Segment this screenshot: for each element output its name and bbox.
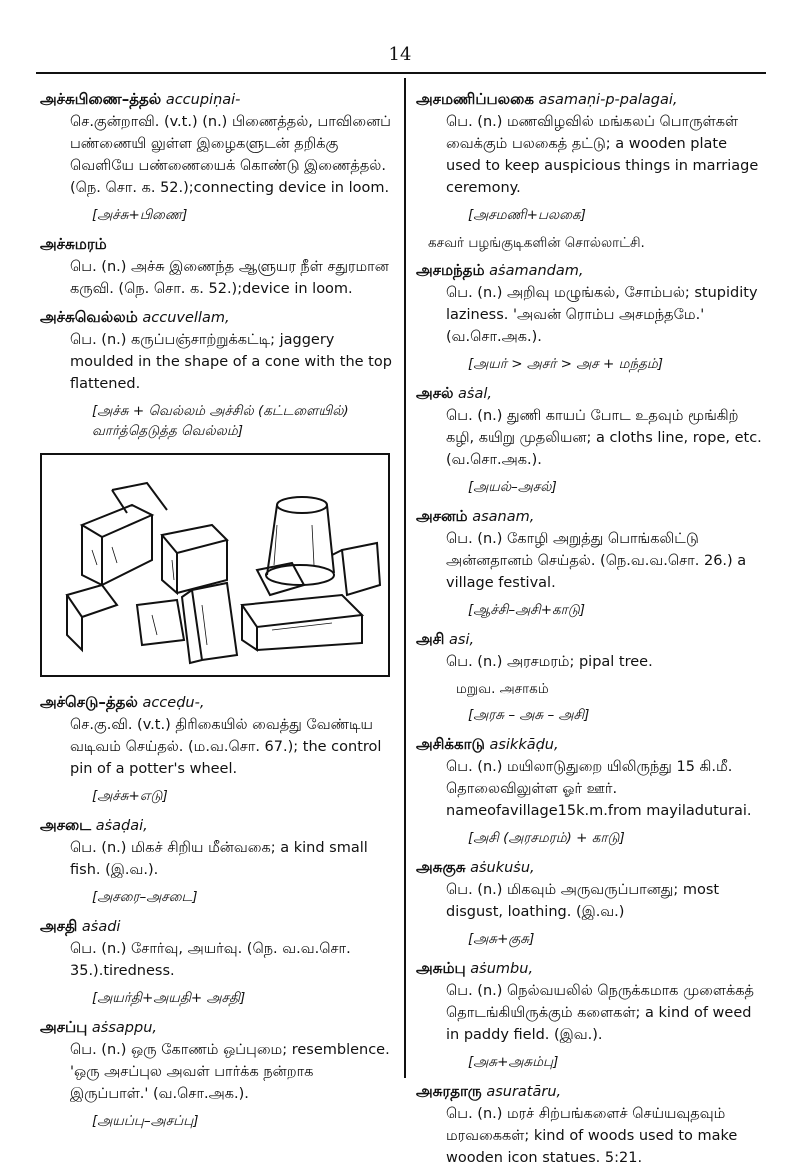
transliteration: asanam, bbox=[472, 509, 535, 525]
dictionary-entry bbox=[416, 856, 764, 923]
definition: பெ. (n.) ஒரு கோணம் ஒப்புமை; resemblence. 'ஒரு அசப்புல அவள் பார்க்க நன்றாக இருப்பாள்.' (வ.சொ.அக.). bbox=[70, 1042, 390, 1102]
transliteration: aṡaḍai, bbox=[95, 818, 148, 834]
definition: பெ. (n.) அரசமரம்; pipal tree. bbox=[446, 654, 653, 670]
dictionary-entry bbox=[416, 382, 764, 471]
transliteration: aṡumbu, bbox=[470, 961, 534, 977]
definition: பெ. (n.) சோர்வு, அயர்வு. (நெ. வ.வ.சொ. 35.).tiredness. bbox=[70, 941, 351, 979]
jaggery-blocks-drawing bbox=[42, 455, 388, 675]
headword: அசமணிப்பலகை bbox=[416, 90, 534, 108]
headword: அச்சுபிணை–த்தல் bbox=[40, 90, 162, 108]
transliteration: aṡamandam, bbox=[489, 263, 584, 279]
dictionary-entry bbox=[416, 628, 764, 673]
headword: அசிக்காடு bbox=[416, 735, 485, 753]
transliteration: aṡsappu, bbox=[91, 1020, 158, 1036]
headword: அசடை bbox=[40, 816, 92, 834]
dictionary-entry bbox=[416, 505, 764, 594]
definition: பெ. (n.) மணவிழவில் மங்கலப் பொருள்கள் வைக்கும் பலகைத் தட்டு; a wooden plate used to keep auspicious things in marriage ceremony. bbox=[446, 114, 759, 196]
headword: அச்சுவெல்லம் bbox=[40, 308, 138, 326]
etymology: [அயர்தி+அயதி+ அசதி] bbox=[92, 990, 246, 1006]
etymology: [அசு+குசு] bbox=[468, 931, 535, 947]
transliteration: asamaṇi-p-palagai, bbox=[538, 92, 678, 108]
left-column bbox=[40, 88, 392, 1139]
transliteration: aṡukuṡu, bbox=[470, 860, 535, 876]
column-divider bbox=[404, 78, 406, 1078]
headword: அசப்பு bbox=[40, 1018, 88, 1036]
transliteration: asikkāḍu, bbox=[489, 737, 559, 753]
transliteration: aṡadi bbox=[81, 919, 121, 935]
definition: பெ. (n.) மிகவும் அருவருப்பானது; most disgust, loathing. (இ.வ.) bbox=[446, 882, 720, 920]
etymology: [அசி (அரசமரம்) + காடு] bbox=[468, 830, 625, 846]
headword: அசுகுசு bbox=[416, 858, 466, 876]
top-rule bbox=[36, 72, 766, 74]
headword: அச்சுமரம் bbox=[40, 235, 107, 253]
etymology: [அயர் > அசர் > அச + மந்தம்] bbox=[468, 356, 664, 372]
headword: அசதி bbox=[40, 917, 78, 935]
etymology: [அச்சு+எடு] bbox=[92, 788, 168, 804]
definition: பெ. (n.) கருப்பஞ்சாற்றுக்கட்டி; jaggery moulded in the shape of a cone with the top flattened. bbox=[70, 332, 392, 392]
dictionary-entry bbox=[416, 957, 764, 1046]
headword: அசமந்தம் bbox=[416, 261, 485, 279]
dictionary-entry bbox=[40, 814, 392, 881]
definition: செ.கு.வி. (v.t.) திரிகையில் வைத்து வேண்டிய வடிவம் செய்தல். (ம.வ.சொ. 67.); the control pin of a potter's wheel. bbox=[70, 717, 382, 777]
etymology: [அச்சு+பிணை] bbox=[92, 207, 188, 223]
etymology: [அசரை–அசடை] bbox=[92, 889, 198, 905]
dictionary-entry bbox=[40, 233, 392, 300]
dictionary-entry bbox=[40, 691, 392, 780]
dictionary-entry bbox=[40, 88, 392, 199]
etymology: [அயல்–அசல்] bbox=[468, 479, 557, 495]
transliteration: accuvellam, bbox=[142, 310, 230, 326]
etymology: [அரசு – அசு – அசி] bbox=[468, 707, 590, 723]
definition: பெ. (n.) கோழி அறுத்து பொங்கலிட்டு அன்னதானம் செய்தல். (நெ.வ.வ.சொ. 26.) a village festival. bbox=[446, 531, 747, 591]
usage-note: மறுவ. அசாகம் bbox=[456, 681, 549, 697]
definition: பெ. (n.) மயிலாடுதுறை யிலிருந்து 15 கி.மீ. தொலைவிலுள்ள ஓர் ஊர். nameofavillage15k.m.from mayiladuturai. bbox=[446, 759, 752, 819]
etymology: [அச்சு + வெல்லம் அச்சில் (கட்டளையில்) வார்த்தெடுத்த வெல்லம்] bbox=[92, 403, 349, 439]
dictionary-entry bbox=[416, 733, 764, 822]
etymology: [அயப்பு–அசப்பு] bbox=[92, 1113, 199, 1129]
definition: பெ. (n.) அச்சு இணைந்த ஆளுயர நீள் சதுரமான கருவி. (நெ. சொ. க. 52.);device in loom. bbox=[70, 259, 389, 297]
transliteration: acceḍu-, bbox=[142, 695, 205, 711]
dictionary-entry bbox=[416, 259, 764, 348]
transliteration: aṡal, bbox=[458, 386, 493, 402]
headword: அசி bbox=[416, 630, 445, 648]
headword: அசல் bbox=[416, 384, 454, 402]
dictionary-entry bbox=[416, 1080, 764, 1169]
headword: அச்செடு–த்தல் bbox=[40, 693, 138, 711]
definition: செ.குன்றாவி. (v.t.) (n.) பிணைத்தல், பாவினைப் பண்ணையி லுள்ள இழைகளுடன் தறிக்கு வெளியே பண்ணையைக் கொண்டு இணைத்தல். (நெ. சொ. க. 52.);connecting device in loom. bbox=[70, 114, 391, 196]
transliteration: asi, bbox=[449, 632, 475, 648]
dictionary-entry bbox=[416, 88, 764, 199]
etymology: [ஆச்சி–அசி+காடு] bbox=[468, 602, 586, 618]
jaggery-blocks-illustration bbox=[40, 453, 390, 677]
definition: பெ. (n.) மிகச் சிறிய மீன்வகை; a kind small fish. (இ.வ.). bbox=[70, 840, 368, 878]
page-number: 14 bbox=[388, 44, 412, 65]
dictionary-entry bbox=[40, 1016, 392, 1105]
dictionary-entry bbox=[40, 915, 392, 982]
headword: அசுரதாரு bbox=[416, 1082, 482, 1100]
definition: பெ. (n.) துணி காயப் போட உதவும் மூங்கிற் கழி, கயிறு முதலியன; a cloths line, rope, etc. (வ.சொ.அக.). bbox=[446, 408, 762, 468]
transliteration: asuratāru, bbox=[486, 1084, 562, 1100]
definition: பெ. (n.) அறிவு மழுங்கல், சோம்பல்; stupidity laziness. 'அவன் ரொம்ப அசமந்தமே.' (வ.சொ.அக.). bbox=[446, 285, 758, 345]
definition: பெ. (n.) மரச் சிற்பங்களைச் செய்யவுதவும் மரவகைகள்; kind of woods used to make wooden icon statues. 5:21. bbox=[446, 1106, 738, 1166]
headword: அசும்பு bbox=[416, 959, 466, 977]
definition: பெ. (n.) நெல்வயலில் நெருக்கமாக முளைக்கத் தொடங்கியிருக்கும் களைகள்; a kind of weed in paddy field. (இவ.). bbox=[446, 983, 754, 1043]
etymology: [அசு+அசும்பு] bbox=[468, 1054, 559, 1070]
usage-note: கசவர் பழங்குடிகளின் சொல்லாட்சி. bbox=[428, 235, 645, 251]
etymology: [அசமணி+பலகை] bbox=[468, 207, 586, 223]
headword: அசனம் bbox=[416, 507, 468, 525]
right-column bbox=[416, 88, 764, 1175]
transliteration: accupiṇai- bbox=[165, 92, 241, 108]
dictionary-entry bbox=[40, 306, 392, 395]
